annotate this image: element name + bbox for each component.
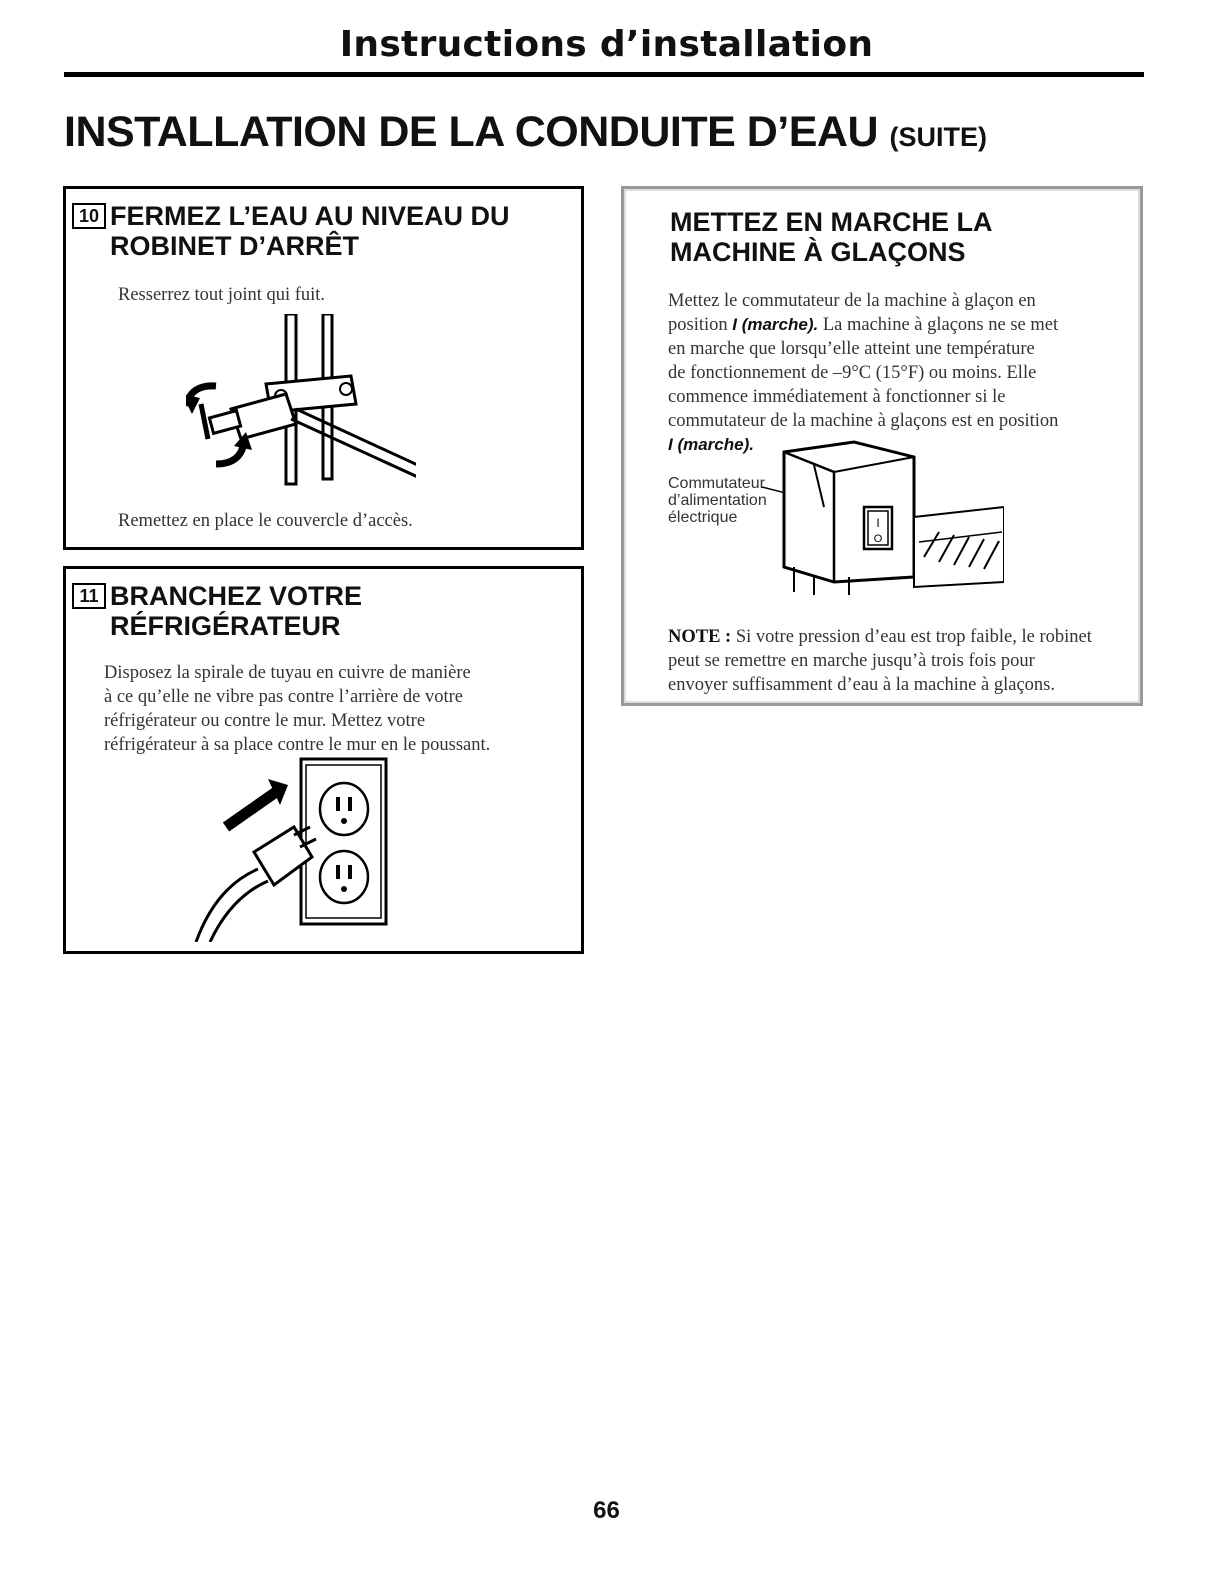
icemaker-line: en marche que lorsqu’elle atteint une température bbox=[668, 339, 1035, 359]
step-11-line: réfrigérateur à sa place contre le mur en le poussant. bbox=[104, 735, 491, 755]
step-10-title-line1: FERMEZ L’EAU AU NIVEAU DU bbox=[110, 201, 510, 231]
step-10-number: 10 bbox=[72, 203, 106, 229]
step-11-title-line2: RÉFRIGÉRATEUR bbox=[110, 611, 341, 641]
icemaker-title-line1: METTEZ EN MARCHE LA bbox=[670, 207, 993, 237]
step-10-title bbox=[110, 201, 510, 261]
icemaker-line: Mettez le commutateur de la machine à glaçon en bbox=[668, 291, 1036, 311]
wall-outlet-plug-illustration bbox=[176, 757, 466, 942]
note-label: NOTE : bbox=[668, 627, 732, 647]
icemaker-line: de fonctionnement de –9°C (15°F) ou moins. Elle bbox=[668, 363, 1037, 383]
icemaker-note: NOTE : Si votre pression d’eau est trop faible, le robinet peut se remettre en marche jusqu’à trois fois pour envoyer suffisamment d’eau à la machine à glaçons. bbox=[668, 627, 1092, 695]
step-11-line: Disposez la spirale de tuyau en cuivre de manière bbox=[104, 663, 471, 683]
marche-label: I (marche). bbox=[668, 435, 754, 454]
step-11-line: réfrigérateur ou contre le mur. Mettez votre bbox=[104, 711, 426, 731]
header-rule bbox=[64, 72, 1144, 77]
step-10-title-line2: ROBINET D’ARRÊT bbox=[110, 231, 359, 261]
step-10-box bbox=[63, 186, 584, 550]
switch-mark-off: O bbox=[873, 533, 883, 545]
page-number: 66 bbox=[593, 1497, 620, 1524]
power-switch-callout: Commutateur d’alimentation électrique bbox=[668, 475, 767, 526]
section-title bbox=[64, 108, 987, 157]
switch-mark-on: I bbox=[876, 516, 880, 530]
icemaker-title bbox=[670, 207, 992, 267]
icemaker-title-line2: MACHINE À GLAÇONS bbox=[670, 237, 966, 267]
icemaker-line: commutateur de la machine à glaçons est en position bbox=[668, 411, 1059, 431]
step-11-title bbox=[110, 581, 362, 641]
step-11-box bbox=[63, 566, 584, 954]
shutoff-valve-illustration bbox=[186, 314, 416, 494]
step-11-body bbox=[104, 661, 490, 757]
step-10-text-2: Remettez en place le couvercle d’accès. bbox=[118, 511, 413, 531]
icemaker-body bbox=[668, 289, 1058, 457]
step-11-line: à ce qu’elle ne vibre pas contre l’arrière de votre bbox=[104, 687, 464, 707]
icemaker-line: commence immédiatement à fonctionner si le bbox=[668, 387, 1006, 407]
page-header-title: Instructions d’installation bbox=[339, 24, 874, 65]
step-11-title-line1: BRANCHEZ VOTRE bbox=[110, 581, 363, 611]
section-title-suffix: (SUITE) bbox=[889, 122, 987, 152]
icemaker-box bbox=[621, 186, 1143, 706]
step-10-text-1: Resserrez tout joint qui fuit. bbox=[118, 285, 326, 305]
section-title-text: INSTALLATION DE LA CONDUITE D’EAU bbox=[64, 108, 879, 156]
icemaker-illustration bbox=[754, 437, 1004, 597]
icemaker-line-with-bold: position I (marche). La machine à glaçons ne se met bbox=[668, 315, 1059, 335]
marche-label: I (marche). bbox=[732, 315, 819, 334]
step-11-number: 11 bbox=[72, 583, 106, 609]
